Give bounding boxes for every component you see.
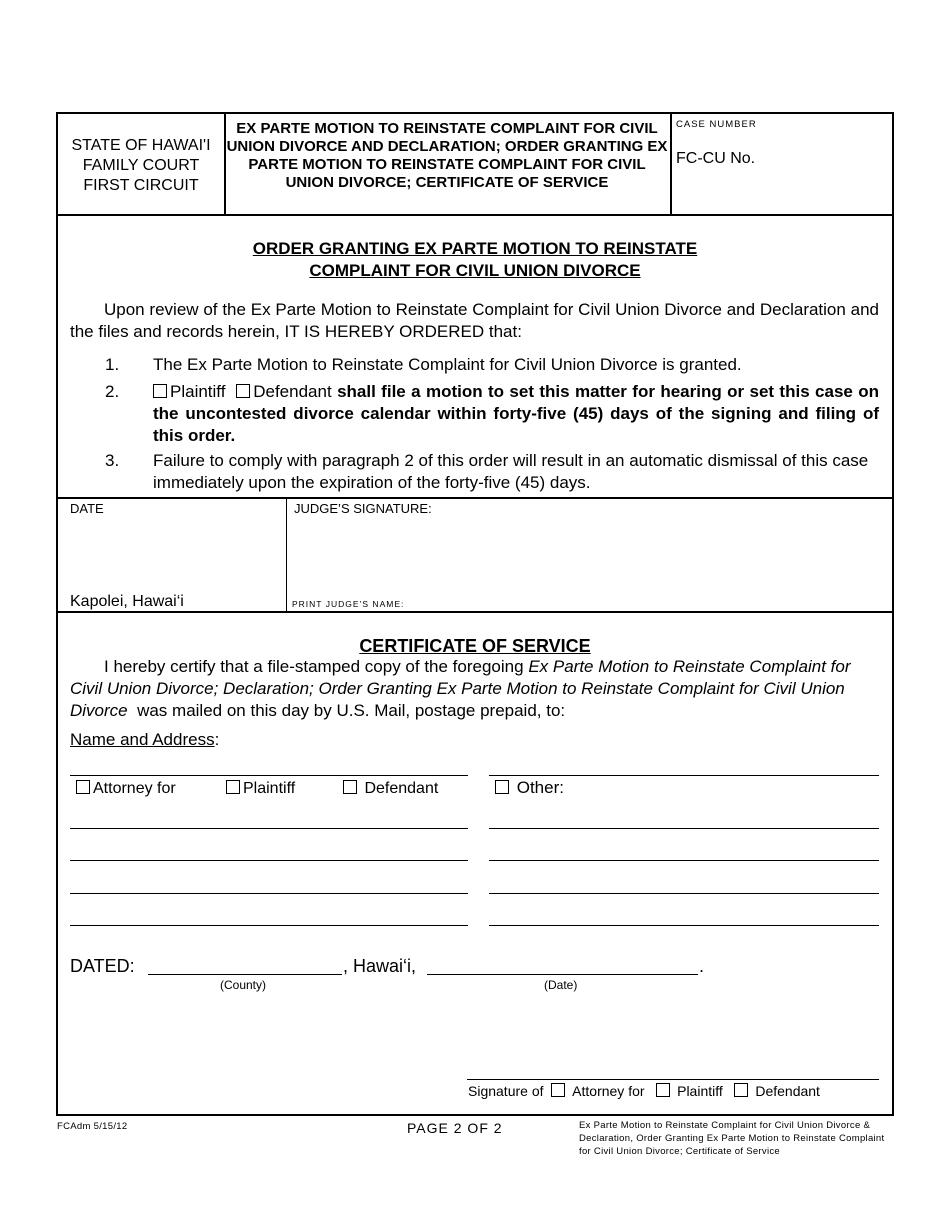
form-code: FCAdm 5/15/12 bbox=[57, 1121, 128, 1132]
order-intro: Upon review of the Ex Parte Motion to Reinstate Complaint for Civil Union Divorce and Declaration and the files and records herein, IT IS HEREBY ORDERED that: bbox=[70, 300, 879, 341]
court-state: STATE OF HAWAI'I bbox=[71, 137, 211, 154]
county-caption: (County) bbox=[220, 978, 267, 992]
case-number-value[interactable]: FC-CU No. bbox=[676, 150, 756, 167]
service-defendant-option bbox=[343, 780, 438, 798]
address-line-left-1[interactable] bbox=[70, 775, 468, 776]
certificate-text bbox=[70, 656, 882, 722]
defendant-label: Defendant bbox=[253, 382, 332, 401]
judge-signature-label: JUDGE’S SIGNATURE: bbox=[294, 501, 432, 516]
signature-line[interactable] bbox=[467, 1079, 879, 1080]
item-2-text bbox=[153, 381, 879, 447]
name-address-label: Name and Address bbox=[70, 730, 215, 749]
case-number-label: CASE NUMBER bbox=[676, 119, 757, 130]
attorney-for-option bbox=[76, 780, 176, 798]
item-1-text: The Ex Parte Motion to Reinstate Complaint for Civil Union Divorce is granted. bbox=[153, 355, 742, 374]
other-label: Other: bbox=[516, 778, 564, 797]
service-defendant-checkbox[interactable] bbox=[343, 780, 357, 794]
order-divider bbox=[56, 497, 894, 499]
order-title-line2: COMPLAINT FOR CIVIL UNION DIVORCE bbox=[309, 261, 641, 280]
order-title-line1: ORDER GRANTING EX PARTE MOTION TO REINSTATE bbox=[252, 239, 698, 258]
header-col-divider-2 bbox=[670, 112, 672, 215]
address-line-left-2[interactable] bbox=[70, 828, 468, 829]
print-judge-name-label: PRINT JUDGE’S NAME: bbox=[292, 599, 405, 609]
name-address-colon: : bbox=[214, 730, 220, 749]
header-divider bbox=[56, 214, 894, 216]
attorney-for-checkbox[interactable] bbox=[76, 780, 90, 794]
court-circuit: FIRST CIRCUIT bbox=[83, 177, 199, 194]
sig-defendant-checkbox[interactable] bbox=[734, 1083, 748, 1097]
sig-plaintiff-label: Plaintiff bbox=[677, 1083, 723, 1099]
sig-attorney-for-checkbox[interactable] bbox=[551, 1083, 565, 1097]
item-1-number: 1. bbox=[105, 355, 120, 374]
certificate-lead: I hereby certify that a file-stamped copy of the foregoing bbox=[104, 657, 524, 676]
certificate-document: Ex Parte Motion to Reinstate Complaint for Civil Union Divorce; Declaration; Order Granting Ex Parte Motion to Reinstate Complaint for Civil Union Divorce bbox=[70, 657, 851, 720]
service-plaintiff-option bbox=[226, 780, 295, 798]
address-line-right-2[interactable] bbox=[489, 828, 879, 829]
item-2-number: 2. bbox=[105, 382, 120, 401]
item-3-text: Failure to comply with paragraph 2 of this order will result in an automatic dismissal of this case immediately upon the expiration of the forty-five (45) days. bbox=[153, 451, 869, 492]
plaintiff-label: Plaintiff bbox=[170, 382, 226, 401]
address-line-right-1[interactable] bbox=[489, 775, 879, 776]
address-line-right-3[interactable] bbox=[489, 860, 879, 861]
certificate-tail: was mailed on this day by U.S. Mail, postage prepaid, to: bbox=[137, 701, 566, 720]
sig-defendant-label: Defendant bbox=[755, 1083, 820, 1099]
name-address-heading bbox=[70, 729, 219, 751]
page-number: PAGE 2 OF 2 bbox=[407, 1120, 503, 1136]
attorney-for-label: Attorney for bbox=[93, 780, 176, 797]
item-2-instruction: shall file a motion to set this matter for hearing or set this case on the uncontested divorce calendar within forty-five (45) days of the signing and filing of this order. bbox=[153, 382, 880, 445]
address-line-left-5[interactable] bbox=[70, 925, 468, 926]
county-line[interactable] bbox=[148, 974, 342, 975]
address-line-right-5[interactable] bbox=[489, 925, 879, 926]
sig-attorney-for-label: Attorney for bbox=[572, 1083, 645, 1099]
other-checkbox[interactable] bbox=[495, 780, 509, 794]
service-plaintiff-label: Plaintiff bbox=[243, 780, 296, 797]
sig-plaintiff-checkbox[interactable] bbox=[656, 1083, 670, 1097]
court-location: Kapolei, Hawai‘i bbox=[70, 593, 184, 610]
service-defendant-label: Defendant bbox=[364, 780, 439, 797]
form-title: EX PARTE MOTION TO REINSTATE COMPLAINT FOR CIVIL UNION DIVORCE AND DECLARATION; ORDER GRANTING EX PARTE MOTION TO REINSTATE COMPLAINT FOR CIVIL UNION DIVORCE; CERTIFICATE OF SERVICE bbox=[226, 120, 668, 191]
date-caption: (Date) bbox=[544, 978, 578, 992]
other-option bbox=[495, 778, 564, 798]
service-plaintiff-checkbox[interactable] bbox=[226, 780, 240, 794]
signature-of-row bbox=[468, 1083, 820, 1099]
address-line-right-4[interactable] bbox=[489, 893, 879, 894]
footer-description: Ex Parte Motion to Reinstate Complaint for Civil Union Divorce & Declaration, Order Granting Ex Parte Motion to Reinstate Complaint for Civil Union Divorce; Certificate of Service bbox=[579, 1120, 885, 1157]
court-name: FAMILY COURT bbox=[82, 157, 200, 174]
date-line[interactable] bbox=[427, 974, 698, 975]
item-3-number: 3. bbox=[105, 451, 120, 470]
address-line-left-4[interactable] bbox=[70, 893, 468, 894]
dated-label: DATED: bbox=[70, 956, 135, 976]
plaintiff-checkbox[interactable] bbox=[153, 384, 167, 398]
court-info bbox=[58, 136, 224, 196]
date-label: DATE bbox=[70, 501, 104, 516]
signature-divider bbox=[56, 611, 894, 613]
defendant-checkbox[interactable] bbox=[236, 384, 250, 398]
hawaii-label: , Hawai‘i, bbox=[343, 956, 417, 976]
signature-of-label: Signature of bbox=[468, 1083, 544, 1099]
signature-col-divider bbox=[286, 498, 287, 612]
order-title bbox=[58, 238, 892, 282]
address-line-left-3[interactable] bbox=[70, 860, 468, 861]
dated-period: . bbox=[699, 956, 705, 976]
certificate-title: CERTIFICATE OF SERVICE bbox=[359, 636, 591, 656]
